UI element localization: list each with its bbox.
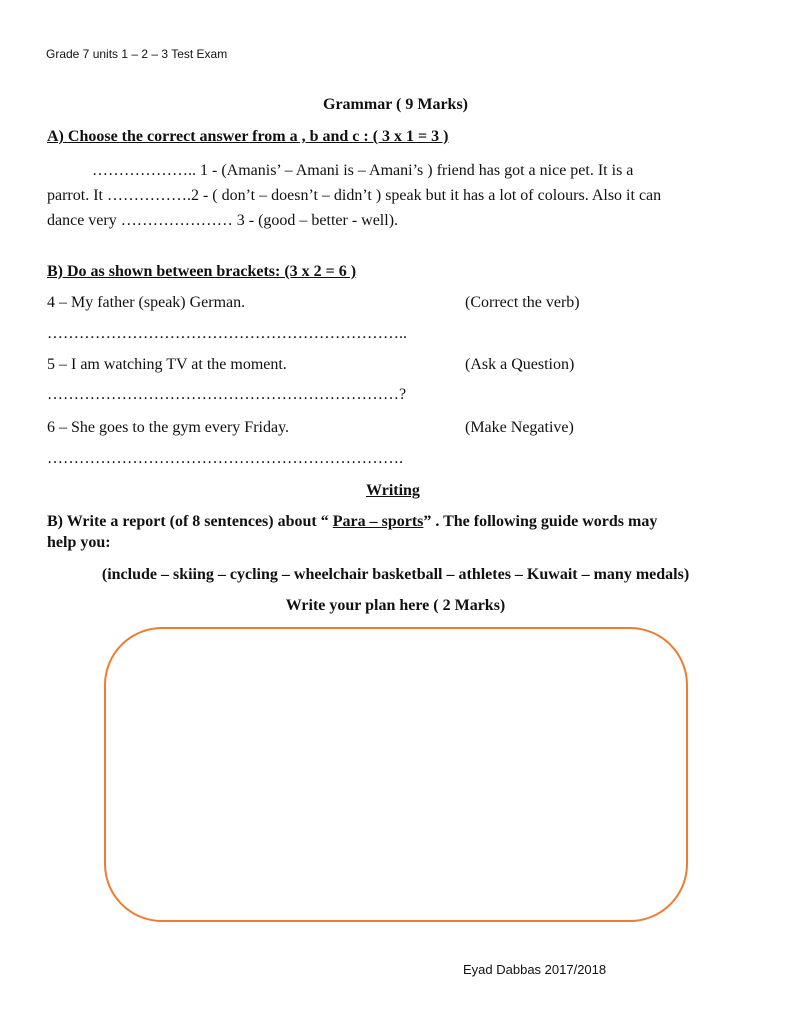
- exam-header-note: Grade 7 units 1 – 2 – 3 Test Exam: [46, 47, 228, 61]
- writing-title: Writing: [366, 482, 420, 499]
- grammar-title: Grammar ( 9 Marks): [323, 96, 468, 113]
- item-4-sentence: 4 – My father (speak) German.: [47, 294, 246, 311]
- section-a-title: A) Choose the correct answer from a , b and c : ( 3 x 1 = 3 ): [47, 128, 449, 145]
- writing-prompt-line-2: help you:: [47, 534, 111, 551]
- item-4-answer-line[interactable]: …………………………………………………………..: [47, 325, 407, 342]
- item-5-sentence: 5 – I am watching TV at the moment.: [47, 356, 287, 373]
- item-4-instruction: (Correct the verb): [465, 294, 580, 311]
- writing-prompt-topic: Para – sports: [332, 513, 424, 530]
- footer-author: Eyad Dabbas 2017/2018: [463, 962, 607, 977]
- guide-words: (include – skiing – cycling – wheelchair basketball – athletes – Kuwait – many medals): [101, 566, 690, 583]
- item-6-answer-line[interactable]: ………………………………………………………….: [47, 450, 403, 467]
- plan-box[interactable]: [104, 627, 688, 922]
- writing-prompt-part2: ” . The following guide words may: [423, 513, 658, 530]
- writing-prompt: [47, 513, 657, 531]
- item-6-instruction: (Make Negative): [465, 419, 574, 436]
- plan-label: Write your plan here ( 2 Marks): [285, 597, 506, 614]
- item-5-answer-line[interactable]: …………………………………………………………?: [47, 386, 407, 403]
- section-b-title: B) Do as shown between brackets: (3 x 2 = 6 ): [47, 263, 357, 280]
- section-a-line-2: parrot. It …………….2 - ( don’t – doesn’t – didn’t ) speak but it has a lot of colours. Also it can: [47, 187, 662, 204]
- writing-prompt-part1: B) Write a report (of 8 sentences) about “: [47, 513, 333, 530]
- item-5-instruction: (Ask a Question): [465, 356, 575, 373]
- section-a-paragraph: [47, 158, 752, 233]
- section-a-line-3: dance very ………………… 3 - (good – better - well).: [47, 212, 399, 229]
- item-6-sentence: 6 – She goes to the gym every Friday.: [47, 419, 290, 436]
- section-a-line-1: ……………….. 1 - (Amanis’ – Amani is – Amani’s ) friend has got a nice pet. It is a: [92, 162, 634, 179]
